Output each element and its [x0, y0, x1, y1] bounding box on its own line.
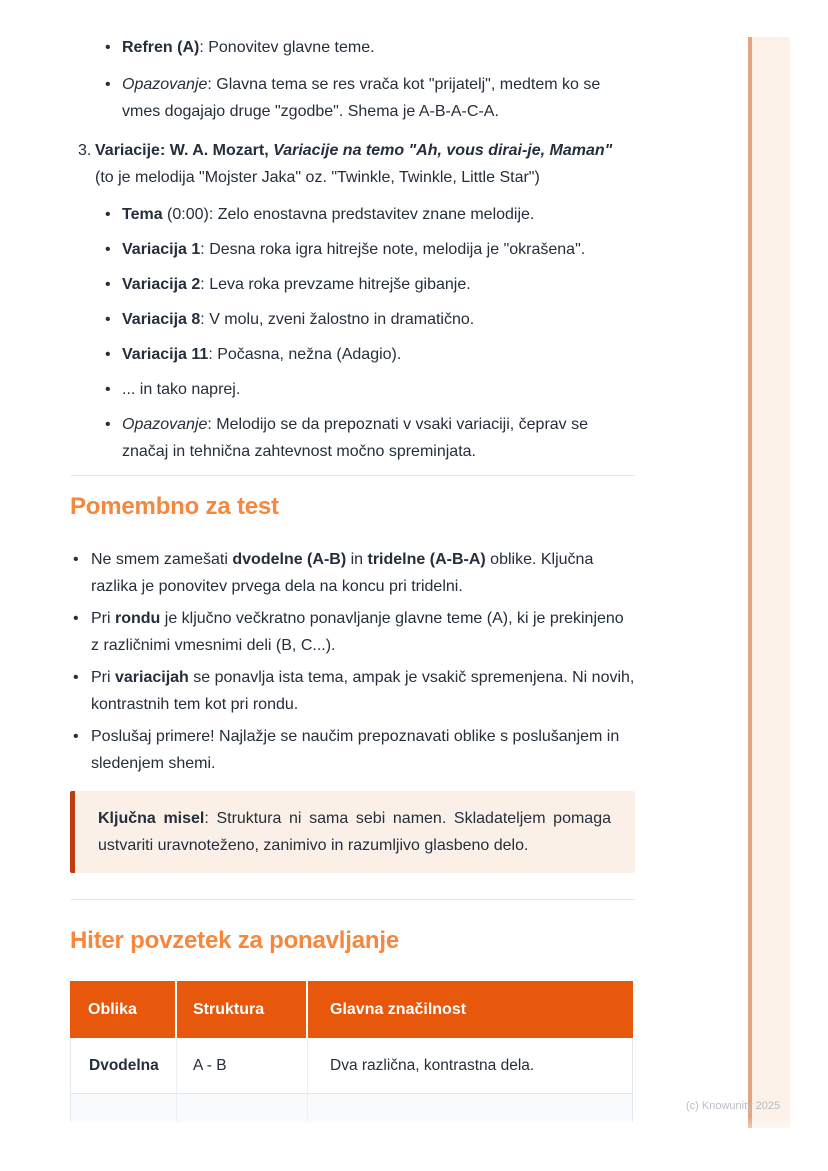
list-item-text [122, 71, 635, 125]
table-row [70, 1038, 633, 1094]
list-item [105, 236, 635, 263]
text-segment: Opazovanje [122, 76, 208, 93]
list-item [73, 664, 635, 718]
list-item [105, 71, 635, 125]
section-divider [70, 899, 635, 900]
text-segment: Variacije na temo "Ah, vous dirai-je, Maman" [273, 142, 613, 159]
list-item [105, 341, 635, 368]
list-item-text [122, 306, 635, 333]
text-segment: (to je melodija "Mojster Jaka" oz. "Twinkle, Twinkle, Little Star") [95, 169, 540, 186]
text-segment: oblike. Ključna razlika je ponovitev prvega dela na koncu pri tridelni. [91, 551, 594, 595]
text-segment: Pri [91, 610, 115, 627]
page-bottom-fade [0, 1116, 828, 1171]
section-divider [70, 475, 635, 476]
text-segment: dvodelne (A-B) [232, 551, 347, 568]
text-segment: rondu [115, 610, 161, 627]
bullet-icon: • [73, 610, 79, 627]
list-item [105, 376, 635, 403]
list-item-text [122, 34, 635, 61]
list-item-text [91, 664, 635, 718]
text-segment: Variacije: W. A. Mozart, [95, 142, 274, 159]
document-content [70, 0, 635, 1122]
list-item-text [122, 376, 635, 403]
text-segment: Variacija 11 [122, 346, 209, 363]
text-segment: je ključno večkratno ponavljanje glavne teme (A), ki je prekinjeno z različnimi vmesnimi deli (B, C...). [91, 610, 624, 654]
text-segment: tridelne (A-B-A) [367, 551, 486, 568]
text-segment: se ponavlja ista tema, ampak je vsakič spremenjena. Ni novih, kontrastnih tem kot pri rondu. [91, 669, 635, 713]
bullet-icon: • [105, 416, 111, 433]
list-item-text [122, 271, 635, 298]
bullet-icon: • [105, 39, 111, 56]
text-segment: : Struktura ni sama sebi namen. Skladateljem pomaga ustvariti uravnoteženo, zanimivo in razumljivo glasbeno delo. [98, 810, 611, 854]
text-segment: : Melodijo se da prepoznati v vsaki variaciji, čeprav se značaj in tehnična zahtevnost močno spreminjata. [122, 416, 589, 460]
table-header-row [70, 981, 633, 1038]
summary-table [70, 981, 633, 1122]
text-segment: ... in tako naprej. [122, 381, 241, 398]
list-item [105, 201, 635, 228]
list-item-text [122, 341, 635, 368]
bullet-icon: • [105, 346, 111, 363]
table-header-cell: Glavna značilnost [308, 981, 633, 1038]
text-segment: : Leva roka prevzame hitrejše gibanje. [200, 276, 471, 293]
variations-list [105, 201, 635, 465]
text-segment: variacijah [115, 669, 189, 686]
text-segment: Opazovanje [122, 416, 208, 433]
bullet-icon: • [105, 206, 111, 223]
text-segment: Tema [122, 206, 163, 223]
text-segment: Poslušaj primere! Najlažje se naučim prepoznavati oblike s poslušanjem in sledenjem shemi. [91, 728, 620, 772]
list-number: 3. [78, 142, 92, 159]
text-segment: (0:00): Zelo enostavna predstavitev znane melodije. [162, 206, 535, 223]
text-segment: Variacija 2 [122, 276, 201, 293]
text-segment: in [346, 551, 368, 568]
test-notes-list [73, 546, 635, 777]
list-item [105, 306, 635, 333]
list-item [73, 605, 635, 659]
text-segment: Variacija 8 [122, 311, 201, 328]
list-item [105, 411, 635, 465]
page-edge-stripe-band [752, 37, 790, 1128]
table-header-cell: Struktura [177, 981, 308, 1038]
text-segment: Variacija 1 [122, 241, 201, 258]
bullet-icon: • [73, 728, 79, 745]
text-segment: : Ponovitev glavne teme. [199, 39, 375, 56]
list-item-text [91, 546, 635, 600]
text-segment: Pri [91, 669, 115, 686]
bullet-icon: • [105, 381, 111, 398]
bullet-icon: • [105, 276, 111, 293]
text-segment: Ne smem zamešati [91, 551, 233, 568]
table-header-cell: Oblika [70, 981, 177, 1038]
list-item-text [91, 723, 635, 777]
list-item [105, 271, 635, 298]
text-segment: Refren (A) [122, 39, 200, 56]
table-cell: Dva različna, kontrastna dela. [308, 1038, 633, 1094]
table-cell: A - B [177, 1038, 308, 1094]
text-segment: : V molu, zveni žalostno in dramatično. [200, 311, 475, 328]
list-item [73, 723, 635, 777]
copyright-footer: (c) Knowunity 2025 [686, 1100, 781, 1112]
numbered-item-text [95, 137, 635, 191]
bullet-icon: • [105, 311, 111, 328]
section-title-pomembno-za-test: Pomembno za test [70, 493, 279, 520]
page-edge-stripe-accent-line [748, 37, 752, 1128]
bullet-icon: • [105, 76, 111, 93]
key-idea-callout [70, 791, 635, 873]
text-segment: Ključna misel [98, 810, 205, 827]
table-cell: Dvodelna [70, 1038, 177, 1094]
text-segment: : Počasna, nežna (Adagio). [208, 346, 402, 363]
list-item [105, 34, 635, 61]
text-segment: : Desna roka igra hitrejše note, melodija je "okrašena". [200, 241, 586, 258]
list-item-text [122, 236, 635, 263]
text-segment: : Glavna tema se res vrača kot "prijatelj", medtem ko se vmes dogajajo druge "zgodbe". Shema je A-B-A-C-A. [122, 76, 601, 120]
list-item-text [122, 411, 635, 465]
bullet-icon: • [73, 669, 79, 686]
section-title-hiter-povzetek: Hiter povzetek za ponavljanje [70, 927, 399, 954]
numbered-item-variacije [78, 137, 635, 191]
list-item [73, 546, 635, 600]
bullet-icon: • [105, 241, 111, 258]
bullet-icon: • [73, 551, 79, 568]
rondo-observation-list [105, 34, 635, 125]
list-item-text [91, 605, 635, 659]
list-item-text [122, 201, 635, 228]
